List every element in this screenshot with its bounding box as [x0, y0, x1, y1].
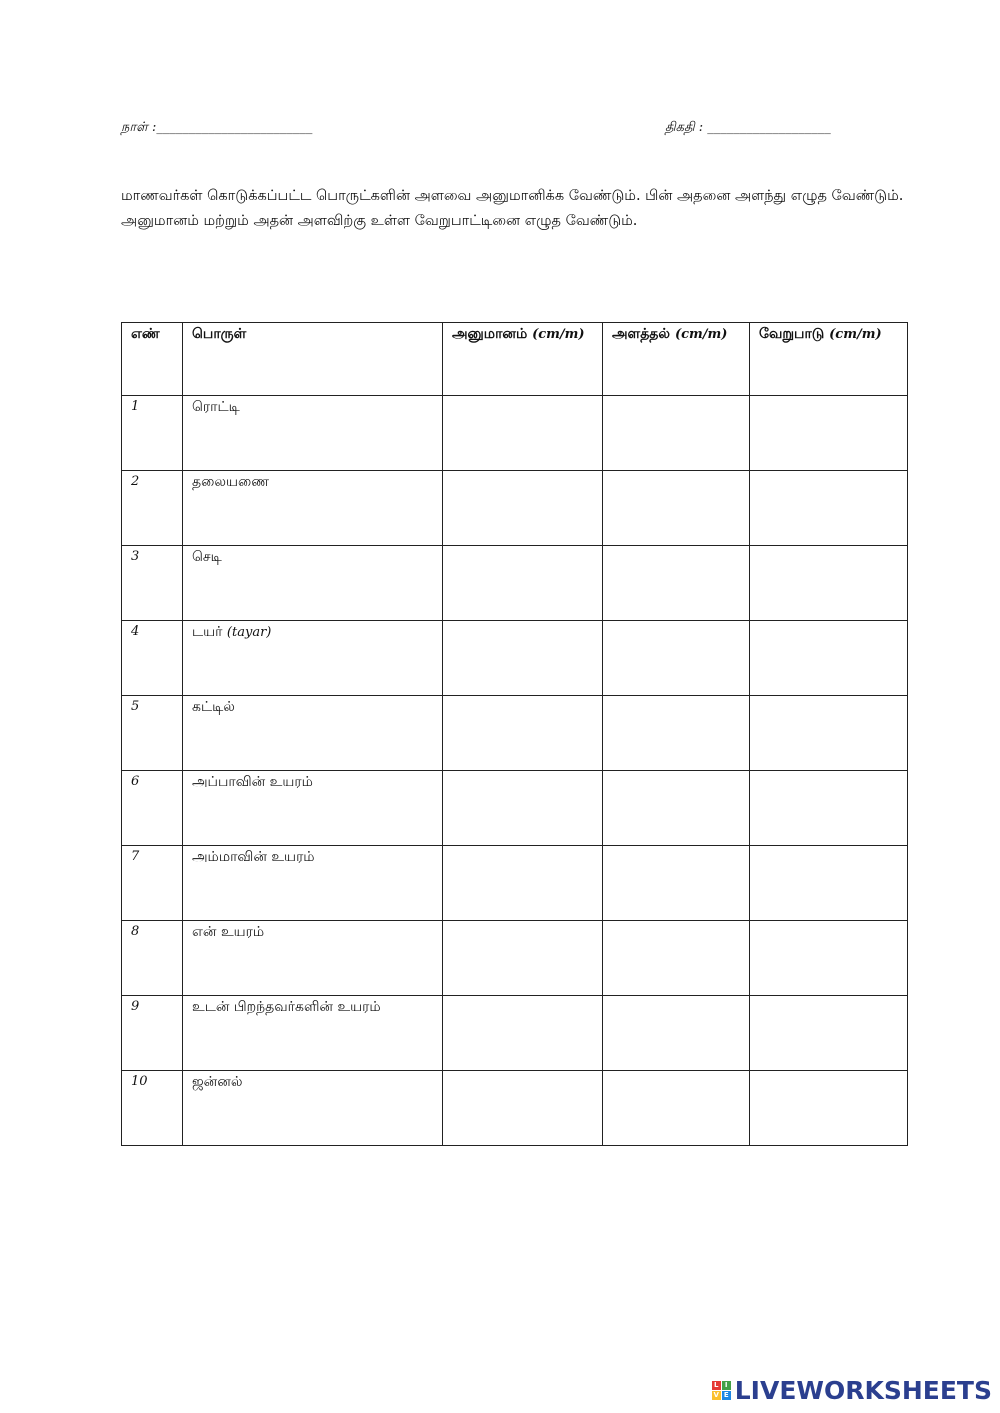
- table-row: [122, 471, 908, 546]
- row-number: 10: [122, 1071, 183, 1146]
- difference-cell[interactable]: [750, 546, 908, 621]
- header-no: எண்: [122, 323, 183, 396]
- table-header-row: [122, 323, 908, 396]
- difference-cell[interactable]: [750, 471, 908, 546]
- table-row: [122, 546, 908, 621]
- row-item: என் உயரம்: [183, 921, 443, 996]
- logo-square: V: [713, 1391, 719, 1399]
- difference-cell[interactable]: [750, 996, 908, 1071]
- logo-square: E: [722, 1391, 731, 1400]
- difference-cell[interactable]: [750, 621, 908, 696]
- logo-square: L: [712, 1381, 721, 1390]
- row-item: அப்பாவின் உயரம்: [183, 771, 443, 846]
- row-item: அம்மாவின் உயரம்: [183, 846, 443, 921]
- estimate-cell[interactable]: [443, 396, 603, 471]
- table-row: [122, 846, 908, 921]
- row-number: 6: [122, 771, 183, 846]
- day-blank[interactable]: ___________________: [707, 120, 831, 135]
- table-row: [122, 771, 908, 846]
- row-item: செடி: [183, 546, 443, 621]
- measure-cell[interactable]: [603, 921, 750, 996]
- row-item: கட்டில்: [183, 696, 443, 771]
- estimate-cell[interactable]: [443, 546, 603, 621]
- estimate-cell[interactable]: [443, 621, 603, 696]
- difference-cell[interactable]: [750, 396, 908, 471]
- measure-cell[interactable]: [603, 546, 750, 621]
- date-field: [121, 120, 312, 136]
- table-row: [122, 621, 908, 696]
- row-number: 1: [122, 396, 183, 471]
- row-number: 2: [122, 471, 183, 546]
- measure-cell[interactable]: [603, 996, 750, 1071]
- header-difference: வேறுபாடு (cm/m): [750, 323, 908, 396]
- estimate-cell[interactable]: [443, 471, 603, 546]
- measure-cell[interactable]: [603, 1071, 750, 1146]
- table-row: [122, 1071, 908, 1146]
- liveworksheets-logo-icon: [712, 1381, 731, 1400]
- measure-cell[interactable]: [603, 696, 750, 771]
- row-item: டயர் (tayar): [183, 621, 443, 696]
- brand-name: LIVEWORKSHEETS: [734, 1376, 992, 1405]
- row-item: ரொட்டி: [183, 396, 443, 471]
- measure-cell[interactable]: [603, 396, 750, 471]
- difference-cell[interactable]: [750, 696, 908, 771]
- date-blank[interactable]: ________________________: [156, 120, 313, 135]
- estimate-cell[interactable]: [443, 846, 603, 921]
- liveworksheets-brand: [712, 1376, 992, 1405]
- day-label: திகதி :: [665, 120, 704, 135]
- difference-cell[interactable]: [750, 771, 908, 846]
- row-item-note: (tayar): [226, 625, 272, 640]
- table-body: [122, 396, 908, 1146]
- measure-unit: (cm/m): [674, 327, 728, 342]
- difference-cell[interactable]: [750, 921, 908, 996]
- row-number: 8: [122, 921, 183, 996]
- table-row: [122, 396, 908, 471]
- row-number: 7: [122, 846, 183, 921]
- measure-cell[interactable]: [603, 771, 750, 846]
- estimation-table: [121, 322, 908, 1146]
- measure-cell[interactable]: [603, 621, 750, 696]
- header-measure: அளத்தல் (cm/m): [603, 323, 750, 396]
- header-estimate: அனுமானம் (cm/m): [443, 323, 603, 396]
- estimate-cell[interactable]: [443, 921, 603, 996]
- row-item: உடன் பிறந்தவர்களின் உயரம்: [183, 996, 443, 1071]
- difference-unit: (cm/m): [829, 327, 882, 342]
- row-number: 5: [122, 696, 183, 771]
- logo-square: I: [722, 1381, 731, 1390]
- estimate-unit: (cm/m): [532, 327, 585, 342]
- estimate-cell[interactable]: [443, 771, 603, 846]
- table-row: [122, 996, 908, 1071]
- estimate-cell[interactable]: [443, 996, 603, 1071]
- estimate-cell[interactable]: [443, 696, 603, 771]
- table-row: [122, 696, 908, 771]
- row-number: 4: [122, 621, 183, 696]
- measure-cell[interactable]: [603, 846, 750, 921]
- header-item: பொருள்: [183, 323, 443, 396]
- day-field: [665, 120, 831, 136]
- difference-cell[interactable]: [750, 846, 908, 921]
- date-label: நாள் :: [121, 120, 157, 135]
- row-item: ஜன்னல்: [183, 1071, 443, 1146]
- difference-cell[interactable]: [750, 1071, 908, 1146]
- row-item: தலையணை: [183, 471, 443, 546]
- row-number: 3: [122, 546, 183, 621]
- measure-cell[interactable]: [603, 471, 750, 546]
- row-number: 9: [122, 996, 183, 1071]
- estimate-cell[interactable]: [443, 1071, 603, 1146]
- instructions-text: மாணவர்கள் கொடுக்கப்பட்ட பொருட்களின் அளவை அனுமானிக்க வேண்டும். பின் அதனை அளந்து எழுத வேண்டும். அனுமானம் மற்றும் அதன் அளவிற்கு உள்ள வேறுபாட்டினை எழுத வேண்டும்.: [121, 188, 904, 229]
- table-row: [122, 921, 908, 996]
